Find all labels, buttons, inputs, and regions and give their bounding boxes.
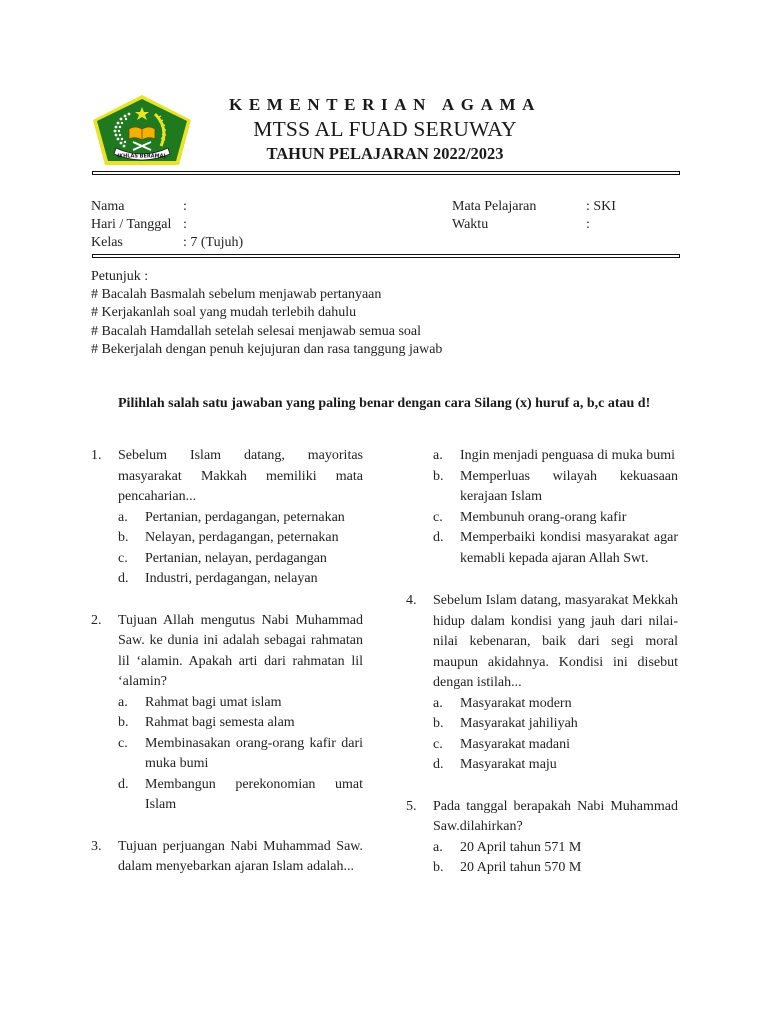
option-c[interactable] bbox=[433, 508, 678, 529]
question-1 bbox=[91, 446, 363, 508]
question-number: 3. bbox=[91, 838, 102, 854]
option-label: a. bbox=[118, 694, 128, 710]
question-text: Pada tanggal berapakah Nabi Muhammad Saw.dilahirkan? bbox=[433, 798, 678, 834]
question-text: Sebelum Islam datang, masyarakat Mekkah hidup dalam kondisi yang jauh dari nilai-nilai kebenaran, baik dari segi moral maupun akidahnya. Kondisi ini disebut dengan istilah... bbox=[433, 593, 678, 690]
option-label: d. bbox=[118, 776, 129, 792]
question-number: 2. bbox=[91, 612, 102, 628]
option-b[interactable] bbox=[433, 467, 678, 508]
question-number: 5. bbox=[406, 798, 417, 814]
option-a[interactable] bbox=[118, 508, 363, 529]
option-d[interactable] bbox=[433, 755, 678, 776]
option-label: c. bbox=[433, 736, 443, 752]
option-label: a. bbox=[433, 839, 443, 855]
option-label: a. bbox=[118, 509, 128, 525]
option-label: c. bbox=[118, 735, 128, 751]
name-label: Nama bbox=[91, 199, 125, 214]
question-number: 4. bbox=[406, 593, 417, 608]
option-d[interactable] bbox=[118, 775, 363, 816]
option-text: 20 April tahun 570 M bbox=[460, 860, 582, 875]
option-text: Masyarakat maju bbox=[460, 757, 557, 772]
logo-motto: IKHLAS BERAMAL bbox=[117, 153, 167, 160]
option-a[interactable] bbox=[433, 446, 678, 467]
date-value[interactable]: : bbox=[183, 217, 187, 232]
school-name: MTSS AL FUAD SERUWAY bbox=[253, 117, 517, 141]
header-divider bbox=[92, 171, 680, 175]
subject-value: : SKI bbox=[586, 199, 616, 214]
time-value[interactable]: : bbox=[586, 217, 590, 232]
option-text: Rahmat bagi semesta alam bbox=[145, 715, 295, 730]
option-label: b. bbox=[118, 715, 129, 730]
questions-right-column bbox=[406, 446, 678, 879]
option-text: Membangun perekonomian umat Islam bbox=[145, 776, 363, 812]
option-label: d. bbox=[433, 530, 444, 545]
option-c[interactable] bbox=[118, 734, 363, 775]
option-a[interactable] bbox=[118, 693, 363, 714]
question-3 bbox=[91, 837, 363, 878]
instruction-item: # Kerjakanlah soal yang mudah terlebih dahulu bbox=[91, 305, 357, 321]
option-label: b. bbox=[433, 860, 444, 875]
answer-instruction: Pilihlah salah satu jawaban yang paling benar dengan cara Silang (x) huruf a, b,c atau d! bbox=[118, 396, 651, 411]
option-d[interactable] bbox=[433, 528, 678, 569]
option-b[interactable] bbox=[118, 713, 363, 734]
instruction-item: # Bacalah Hamdallah setelah selesai menjawab semua soal bbox=[91, 323, 422, 339]
date-label: Hari / Tanggal bbox=[91, 217, 172, 232]
question-text: Tujuan perjuangan Nabi Muhammad Saw. dalam menyebarkan ajaran Islam adalah... bbox=[118, 838, 363, 874]
instruction-item: # Bacalah Basmalah sebelum menjawab pertanyaan bbox=[91, 287, 382, 303]
option-c[interactable] bbox=[118, 549, 363, 570]
option-a[interactable] bbox=[433, 694, 678, 715]
ministry-title: KEMENTERIAN AGAMA bbox=[229, 95, 541, 114]
option-b[interactable] bbox=[118, 528, 363, 549]
question-text: Tujuan Allah mengutus Nabi Muhammad Saw. ke dunia ini adalah sebagai rahmatan lil ‘alamin. Apakah arti dari rahmatan lil ‘alamin? bbox=[118, 612, 363, 689]
option-label: c. bbox=[118, 550, 128, 566]
questions-left-column bbox=[91, 446, 363, 878]
instructions-title: Petunjuk : bbox=[91, 269, 149, 284]
option-c[interactable] bbox=[433, 735, 678, 756]
question-5 bbox=[406, 797, 678, 838]
option-text: 20 April tahun 571 M bbox=[460, 839, 582, 855]
option-text: Memperluas wilayah kekuasaan kerajaan Islam bbox=[460, 468, 678, 504]
name-value[interactable]: : bbox=[183, 199, 187, 214]
question-text: Sebelum Islam datang, mayoritas masyarakat Makkah memiliki mata pencaharian... bbox=[118, 448, 363, 504]
subject-label: Mata Pelajaran bbox=[452, 199, 537, 214]
option-text: Masyarakat modern bbox=[460, 695, 572, 711]
option-text: Nelayan, perdagangan, peternakan bbox=[145, 530, 339, 545]
instruction-item: # Bekerjalah dengan penuh kejujuran dan rasa tanggung jawab bbox=[91, 341, 443, 357]
option-text: Pertanian, perdagangan, peternakan bbox=[145, 509, 345, 525]
question-4 bbox=[406, 591, 678, 694]
option-d[interactable] bbox=[118, 569, 363, 590]
time-label: Waktu bbox=[452, 217, 489, 232]
option-b[interactable] bbox=[433, 714, 678, 735]
option-label: a. bbox=[433, 448, 443, 463]
info-divider bbox=[92, 254, 680, 258]
option-label: a. bbox=[433, 695, 443, 711]
option-label: c. bbox=[433, 509, 443, 525]
option-text: Masyarakat madani bbox=[460, 736, 571, 752]
option-text: Industri, perdagangan, nelayan bbox=[145, 571, 318, 586]
option-a[interactable] bbox=[433, 838, 678, 859]
option-text: Masyarakat jahiliyah bbox=[460, 716, 578, 731]
option-label: b. bbox=[433, 468, 444, 484]
kemenag-logo bbox=[91, 94, 193, 166]
class-label: Kelas bbox=[91, 235, 123, 250]
option-text: Membunuh orang-orang kafir bbox=[460, 509, 627, 525]
option-b[interactable] bbox=[433, 858, 678, 879]
academic-year: TAHUN PELAJARAN 2022/2023 bbox=[266, 144, 504, 163]
option-label: d. bbox=[433, 757, 444, 772]
option-text: Ingin menjadi penguasa di muka bumi bbox=[460, 448, 676, 463]
question-2 bbox=[91, 611, 363, 693]
option-text: Rahmat bagi umat islam bbox=[145, 694, 282, 710]
option-text: Memperbaiki kondisi masyarakat agar kemabli kepada ajaran Allah Swt. bbox=[460, 530, 678, 566]
class-value: : 7 (Tujuh) bbox=[183, 235, 244, 250]
option-text: Pertanian, nelayan, perdagangan bbox=[145, 550, 327, 566]
option-text: Membinasakan orang-orang kafir dari muka bumi bbox=[145, 735, 363, 771]
question-number: 1. bbox=[91, 448, 102, 463]
instructions-list bbox=[91, 268, 442, 359]
option-label: b. bbox=[118, 530, 129, 545]
option-label: b. bbox=[433, 716, 444, 731]
option-label: d. bbox=[118, 571, 129, 586]
